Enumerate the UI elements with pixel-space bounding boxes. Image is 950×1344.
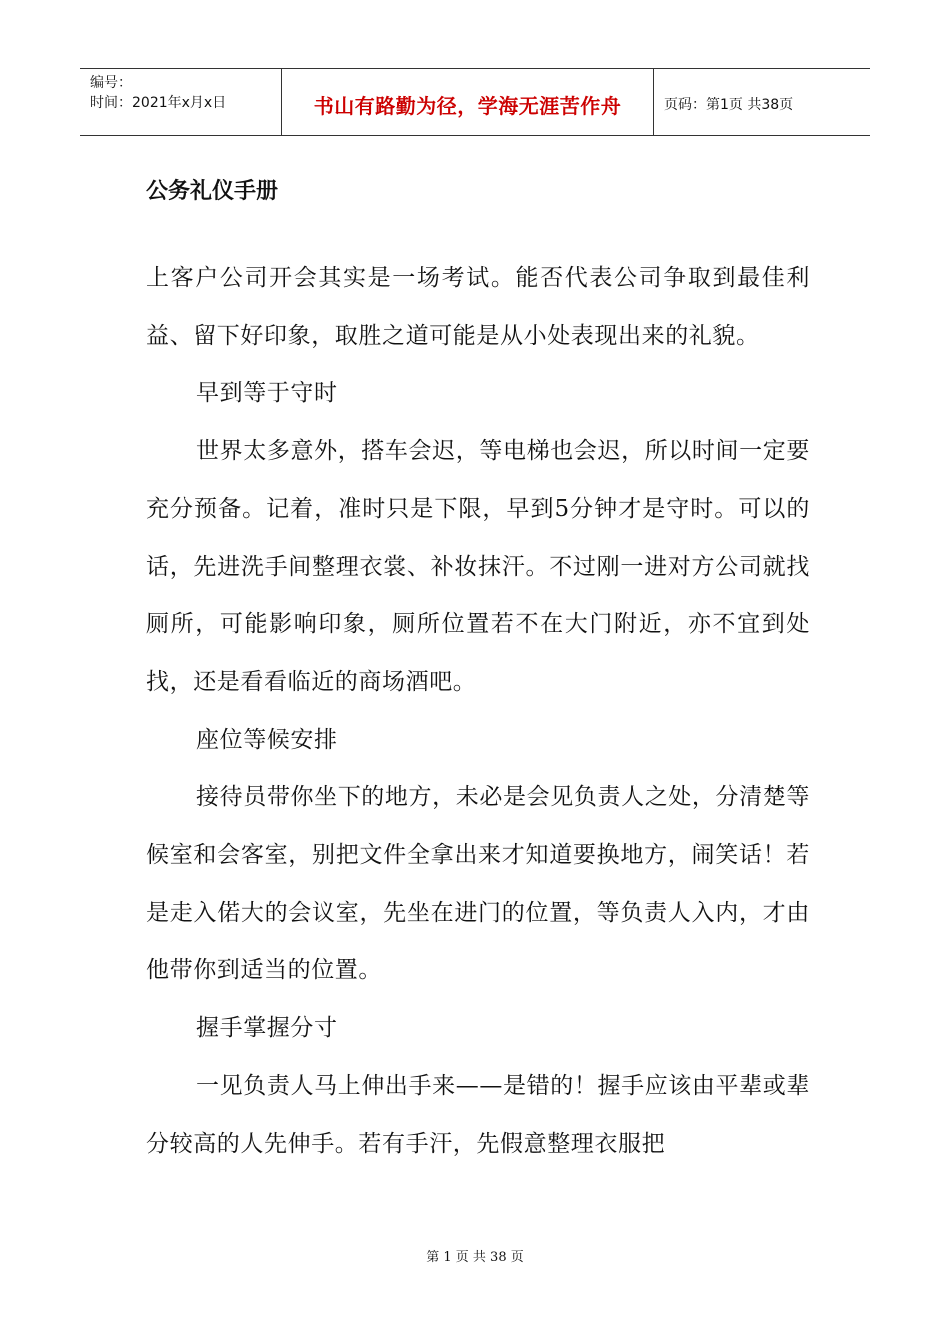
document-body — [146, 250, 810, 1173]
paragraph-seating: 接待员带你坐下的地方，未必是会见负责人之处，分清楚等候室和会客室，别把文件全拿出来才知道要换地方，闹笑话！若是走入偌大的会议室，先坐在进门的位置，等负责人入内，才由他带你到适当的位置。 — [146, 784, 810, 984]
section-heading-punctuality: 早到等于守时 — [196, 380, 338, 407]
paragraph-punctuality: 世界太多意外，搭车会迟，等电梯也会迟，所以时间一定要充分预备。记着，准时只是下限，早到5分钟才是守时。可以的话，先进洗手间整理衣裳、补妆抹汗。不过刚一进对方公司就找厕所，可能影响印象，厕所位置若不在大门附近，亦不宜到处找，还是看看临近的商场酒吧。 — [146, 438, 810, 695]
header-page-code: 页码：第1页 共38页 — [664, 97, 794, 113]
header-motto-cell — [282, 69, 654, 135]
document-date-label: 时间：2021年x月x日 — [90, 95, 227, 111]
paragraph-handshake: 一见负责人马上伸出手来——是错的！握手应该由平辈或辈分较高的人先伸手。若有手汗，先假意整理衣服把 — [146, 1072, 810, 1157]
header-motto: 书山有路勤为径，学海无涯苦作舟 — [313, 93, 622, 118]
section-heading-seating: 座位等候安排 — [196, 726, 338, 753]
header-page-cell — [654, 69, 870, 135]
page-footer: 第 1 页 共 38 页 — [426, 1250, 524, 1265]
header-meta-cell — [80, 69, 282, 135]
paragraph-intro: 上客户公司开会其实是一场考试。能否代表公司争取到最佳利益、留下好印象，取胜之道可能是从小处表现出来的礼貌。 — [146, 265, 810, 349]
document-title: 公务礼仪手册 — [146, 179, 279, 204]
document-number-label: 编号： — [90, 75, 132, 91]
document-header — [80, 68, 870, 136]
section-heading-handshake: 握手掌握分寸 — [196, 1015, 338, 1042]
